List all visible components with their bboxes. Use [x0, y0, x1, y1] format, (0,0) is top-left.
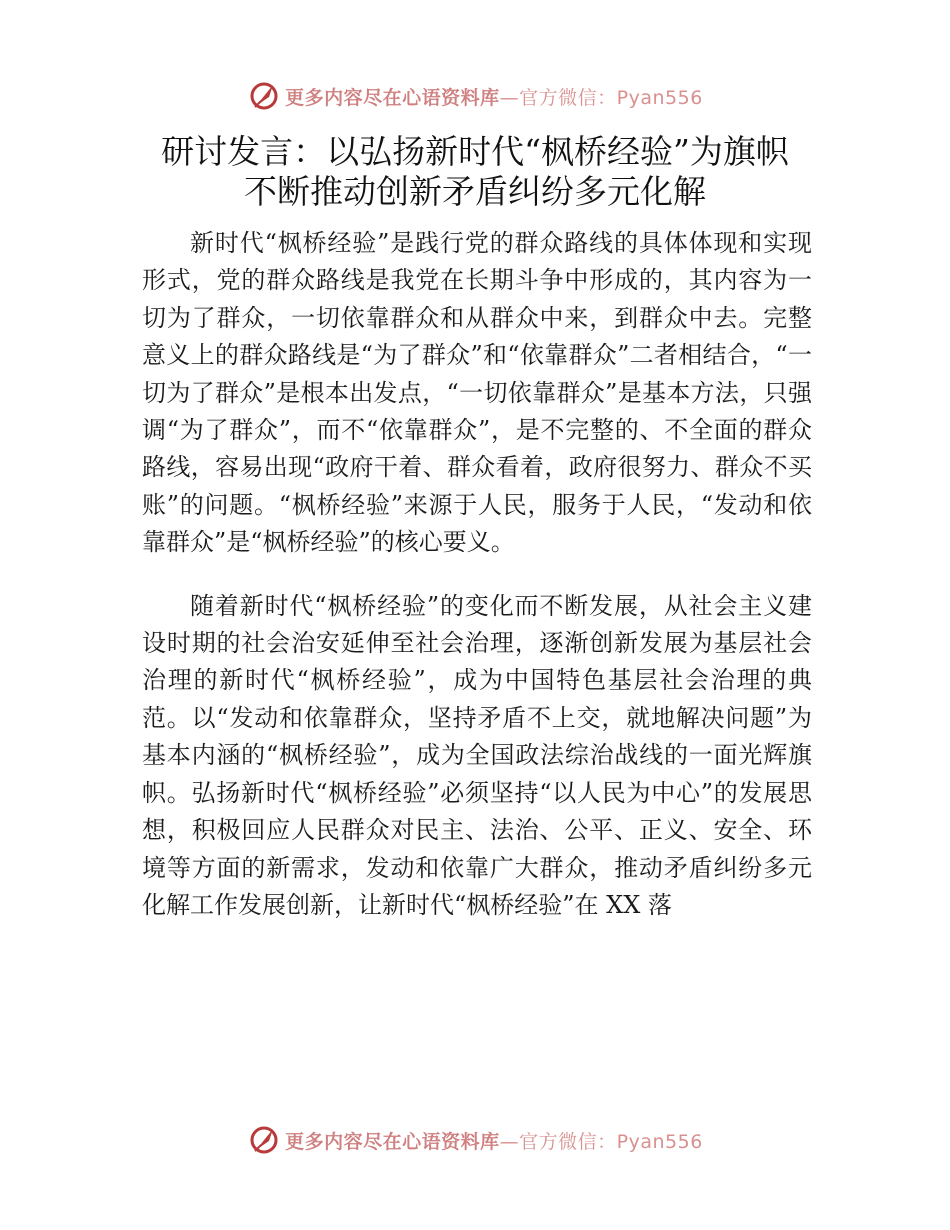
paragraph: 随着新时代“枫桥经验”的变化而不断发展，从社会主义建设时期的社会治安延伸至社会治理，逐渐创新发展为基层社会治理的新时代“枫桥经验”，成为中国特色基层社会治理的典范。以“发动和依靠群众，坚持矛盾不上交，就地解决问题”为基本内涵的“枫桥经验”，成为全国政法综治战线的一面光辉旗帜。弘扬新时代“枫桥经验”必须坚持“以人民为中心”的发展思想，积极回应人民群众对民主、法治、公平、正义、安全、环境等方面的新需求，发动和依靠广大群众，推动矛盾纠纷多元化解工作发展创新，让新时代“枫桥经验”在 XX 落	[142, 591, 812, 919]
header-watermark	[0, 76, 950, 116]
quill-logo-icon	[247, 79, 281, 113]
watermark-text: 更多内容尽在心语资料库—官方微信：Pyan556	[285, 86, 703, 109]
paragraph: 新时代“枫桥经验”是践行党的群众路线的具体体现和实现形式，党的群众路线是我党在长期斗争中形成的，其内容为一切为了群众，一切依靠群众和从群众中来，到群众中去。完整意义上的群众路线是“为了群众”和“依靠群众”二者相结合，“一切为了群众”是根本出发点，“一切依靠群众”是基本方法，只强调“为了群众”，而不“依靠群众”，是不完整的、不全面的群众路线，容易出现“政府干着、群众看着，政府很努力、群众不买账”的问题。“枫桥经验”来源于人民，服务于人民，“发动和依靠群众”是“枫桥经验”的核心要义。	[142, 229, 812, 557]
footer-watermark	[0, 1120, 950, 1160]
document-body	[142, 225, 812, 950]
quill-logo-icon	[247, 1123, 281, 1157]
watermark-text: 更多内容尽在心语资料库—官方微信：Pyan556	[285, 1130, 703, 1153]
title-line-1: 研讨发言：以弘扬新时代“枫桥经验”为旗帜	[161, 132, 789, 171]
title-line-2: 不断推动创新矛盾纠纷多元化解	[244, 172, 706, 211]
document-title	[100, 132, 850, 212]
